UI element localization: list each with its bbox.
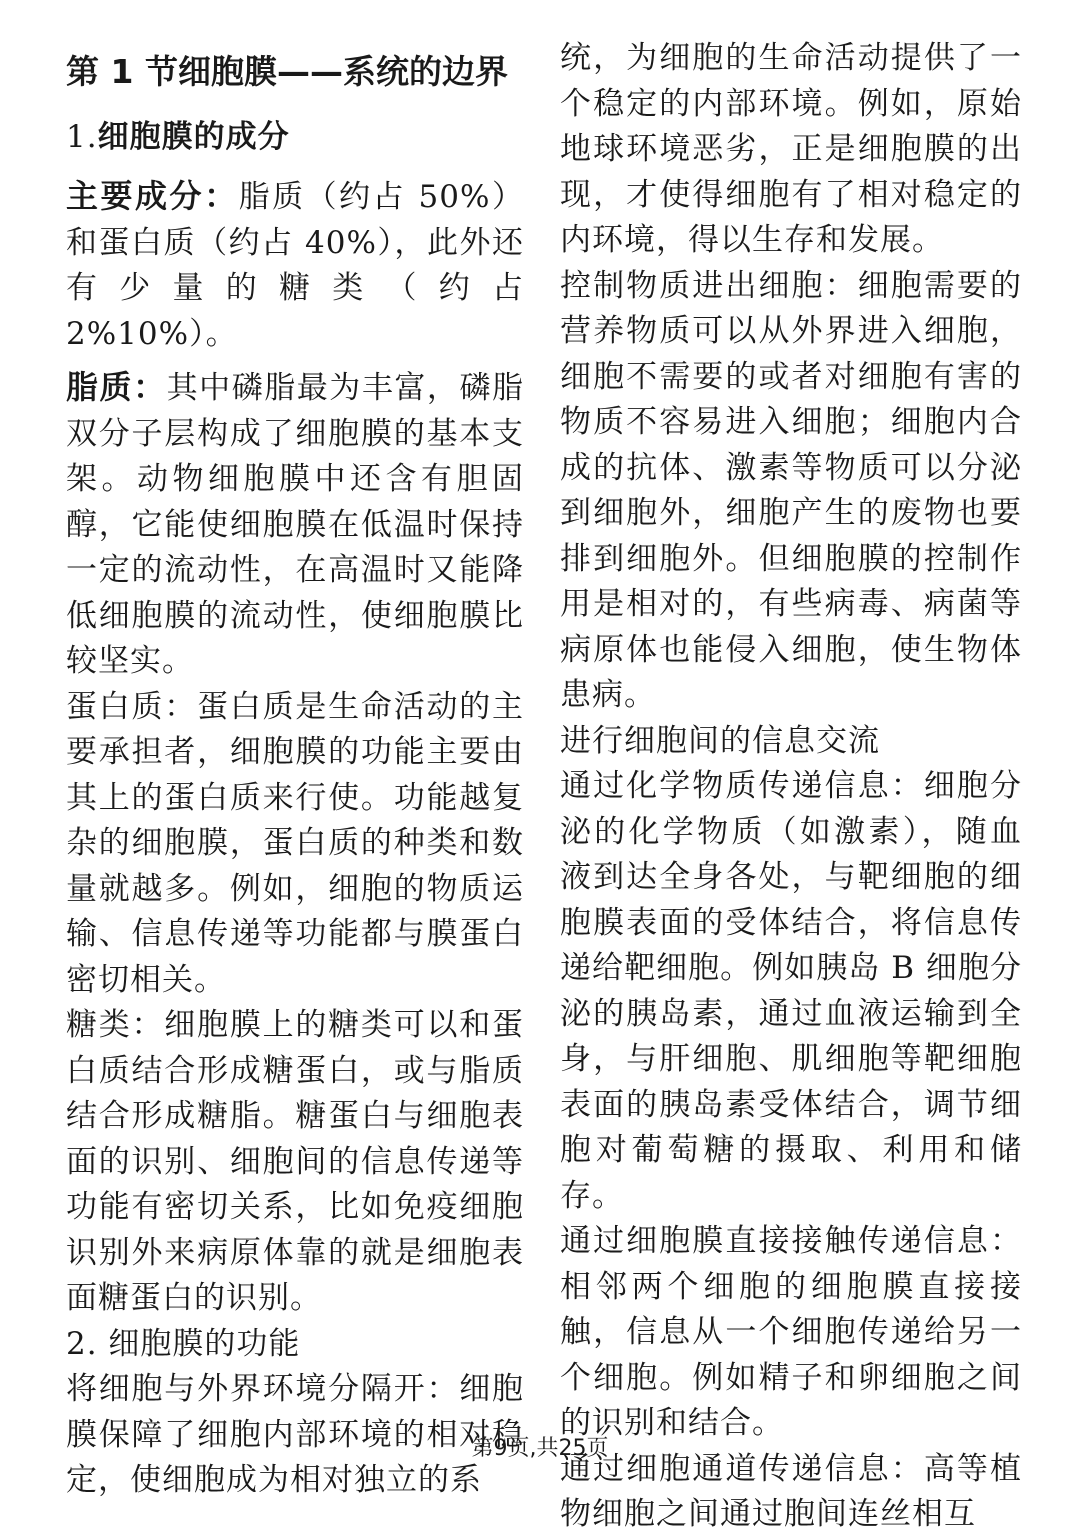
heading-communication: 进行细胞间的信息交流 <box>560 722 880 759</box>
lipid-label: 脂质： <box>66 368 167 406</box>
heading-function: 2. 细胞膜的功能 <box>66 1325 301 1362</box>
paragraph-main-components <box>66 174 524 357</box>
lipid-text: 其中磷脂最为丰富，磷脂双分子层构成了细胞膜的基本支架。动物细胞膜中还含有胆固醇，它能使细胞膜在低温时保持一定的流动性，在高温时又能降低细胞膜的流动性，使细胞膜比较坚实。 <box>66 370 524 679</box>
paragraph-separate: 将细胞与外界环境分隔开：细胞膜保障了细胞内部环境的相对稳定，使细胞成为相对独立的系 <box>66 1371 524 1498</box>
main-components-text: 脂质（约占 50%）和蛋白质（约占 40%），此外还有少量的糖类（约占 2%10%）。 <box>66 179 524 352</box>
paragraph-protein: 蛋白质：蛋白质是生命活动的主要承担者，细胞膜的功能主要由其上的蛋白质来行使。功能越复杂的细胞膜，蛋白质的种类和数量就越多。例如，细胞的物质运输、信息传递等功能都与膜蛋白密切相关。 <box>66 688 524 998</box>
left-column <box>66 28 524 1504</box>
heading-composition-text: 细胞膜的成分 <box>97 119 290 155</box>
heading-composition-number: 1. <box>66 119 98 155</box>
paragraph-channel: 通过细胞通道传递信息：高等植物细胞之间通过胞间连丝相互 <box>560 1450 1022 1532</box>
paragraph-separate-continued: 统，为细胞的生命活动提供了一个稳定的内部环境。例如，原始地球环境恶劣，正是细胞膜的出现，才使得细胞有了相对稳定的内环境，得以生存和发展。 <box>560 40 1022 258</box>
paragraph-control: 控制物质进出细胞：细胞需要的营养物质可以从外界进入细胞，细胞不需要的或者对细胞有害的物质不容易进入细胞；细胞内合成的抗体、激素等物质可以分泌到细胞外，细胞产生的废物也要排到细胞外。但细胞膜的控制作用是相对的，有些病毒、病菌等病原体也能侵入细胞，使生物体患病。 <box>560 267 1022 713</box>
heading-composition <box>66 114 524 160</box>
main-components-label: 主要成分： <box>66 177 239 215</box>
right-column <box>560 36 1022 1538</box>
paragraph-chemical: 通过化学物质传递信息：细胞分泌的化学物质（如激素），随血液到达全身各处，与靶细胞的细胞膜表面的受体结合，将信息传递给靶细胞。例如胰岛 B 细胞分泌的胰岛素，通过血液运输到全身，与肝细胞、肌细胞等靶细胞表面的胰岛素受体结合，调节细胞对葡萄糖的摄取、利用和储存。 <box>560 768 1022 1214</box>
section-title: 第 1 节细胞膜——系统的边界 <box>66 52 508 91</box>
paragraph-sugar: 糖类：细胞膜上的糖类可以和蛋白质结合形成糖蛋白，或与脂质结合形成糖脂。糖蛋白与细胞表面的识别、细胞间的信息传递等功能有密切关系，比如免疫细胞识别外来病原体靠的就是细胞表面糖蛋白的识别。 <box>66 1007 524 1316</box>
paragraph-contact: 通过细胞膜直接接触传递信息：相邻两个细胞的细胞膜直接接触，信息从一个细胞传递给另一个细胞。例如精子和卵细胞之间的识别和结合。 <box>560 1223 1022 1441</box>
page-number-footer: 第9页,共25页 <box>471 1436 609 1461</box>
paragraph-lipid <box>66 365 524 685</box>
